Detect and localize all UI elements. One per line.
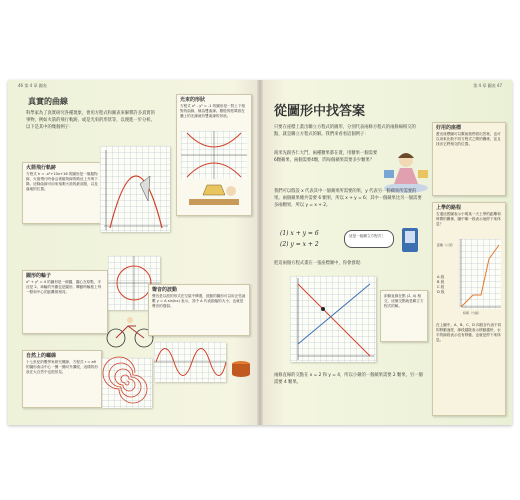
- puzzle-title: 好用的座標: [436, 125, 462, 131]
- option-d: D 段: [437, 290, 445, 294]
- drum-icon: [230, 356, 252, 378]
- parabola-svg: [100, 146, 170, 232]
- left-page-number: 46: [18, 83, 24, 88]
- sine-graph: [154, 342, 226, 382]
- spiral-graph: [102, 358, 152, 408]
- intersection-point: [321, 307, 325, 311]
- circle-title: 圓形的輪子: [26, 273, 52, 279]
- phone-character-icon: [398, 226, 424, 256]
- desk-lamp-icon: [179, 181, 249, 211]
- right-running-header: [473, 83, 502, 89]
- graph-note-box: [380, 290, 428, 342]
- left-running-header: [18, 83, 47, 89]
- hyperbola-graph: [181, 131, 247, 179]
- climb-box: [432, 202, 506, 416]
- option-a: A 段: [437, 275, 445, 279]
- distance-time-svg: [459, 239, 501, 309]
- sound-text: 聲音是以波的形式在空氣中傳遞，波動的圖形可以用正弦函數 y = A sin(kx) 表示，其中 A 代表振幅的大小，也就是聲音的強弱。: [152, 294, 246, 308]
- spiral-svg: [102, 358, 152, 408]
- spiral-curve: [103, 357, 147, 403]
- climb-text: 右邊這張圖表示小明某一天上學的距離和時間的關係，圖中哪一段表示他停下來休息？: [436, 212, 501, 226]
- right-page: [260, 80, 512, 425]
- right-para3: 我們可以假設 x 代表其中一個蘋果所需要的果，y 代表另一個蘋果所需要的果。兩個蘋果總共需要 6 顆果，所以 x + y = 6；其中一個蘋果比另一個需要多兩顆果，所以 y = x + 2。: [274, 189, 422, 208]
- speech-bubble: [344, 230, 394, 248]
- left-section-title: 真實的曲線: [28, 97, 68, 106]
- parabola-curve: [110, 176, 162, 228]
- circle-text: x² + y² = 4 的圖形是一個圓，圓心在原點，半徑是 2。車輪的外圍也是圓形，轉動時輪框上每一點和中心的距離都相同。: [26, 280, 102, 294]
- sound-box: [148, 284, 250, 336]
- light-text: 方程式 x² - y² = -1 的圖形是一對上下相對的曲線，稱為雙曲線。檯燈的燈罩照在牆上的光線就有雙曲線的形狀。: [180, 104, 246, 118]
- spiral-text: 十七世紀的數學家研究螺線，方程式 r = aθ 的圖形會由中心一圈一圈向外擴展，這樣的形狀在大自然中也很常見。: [26, 360, 98, 374]
- right-page-number: 47: [496, 83, 502, 88]
- rocket-text: 方程式 h = -x²+10x+16 的圖形是一個拋物線，火箭飛行時會沿著拋物線的路徑上升與下降。這條曲線可用來預測火箭的最高點，以及落地的位置。: [26, 172, 98, 191]
- sound-title: 聲音的波動: [152, 287, 178, 293]
- climb-ylabel: 距離（公里）: [437, 243, 456, 247]
- rocket-title: 火箭飛行軌跡: [26, 165, 57, 171]
- climb-title: 上學的路程: [436, 205, 462, 211]
- spiral-title: 自然上的螺線: [26, 353, 57, 359]
- route-line: [461, 245, 499, 307]
- spiral-box: [22, 350, 102, 408]
- option-b: B 段: [437, 280, 445, 284]
- rocket-graph: [100, 146, 170, 232]
- puzzle-box: [432, 122, 506, 196]
- light-title: 光束的形狀: [180, 97, 206, 103]
- puzzle-text: 畫出座標圖可以幫助我們看出答案，也可以用來比較不同方程式之間的關係，並且找出它們相交的位置。: [436, 132, 501, 146]
- rocket-icon: [140, 176, 150, 201]
- sine-svg: [154, 342, 226, 382]
- right-para2: 商米先跟杏仁大鬥，兩種糖果都在賣，用糖果一個需要6顆蘋果，兩個需要4顆，問每個蘋果需要多少顆果？: [274, 151, 378, 163]
- right-conclusion: 兩條直線的交點在 x = 2 和 y = 4，所以小蘋的一個蘋果需要 2 顆果，另一個需要 4 顆果。: [274, 373, 423, 385]
- circle-box: [22, 270, 108, 334]
- right-header-text: 第 4 章 圖表: [473, 83, 496, 88]
- equation-2: (2) y = x + 2: [280, 241, 319, 248]
- right-para1: 只要在座標上畫出聯立方程式的圖形，分別代表兩條方程式的兩條線相交的點，就是聯立方程式的解。我們來看看這個例子：: [274, 125, 416, 137]
- light-box: [176, 94, 252, 216]
- book-spread: [8, 80, 512, 425]
- lines-svg: [290, 276, 376, 362]
- equation-1: (1) x + y = 6: [280, 230, 319, 237]
- right-section-title: 從圖形中找答案: [274, 104, 366, 119]
- distance-time-graph: [459, 239, 501, 309]
- left-header-text: 第 4 章 圖表: [24, 83, 47, 88]
- line-x-plus-y-6: [298, 284, 370, 356]
- hyperbola-svg: [181, 131, 247, 179]
- climb-options: [437, 275, 445, 295]
- speech-bubble-text: 這是一組聯立方程式！: [349, 234, 385, 238]
- rocket-box: [22, 162, 102, 224]
- climb-xlabel: 時間（分鐘）: [463, 311, 482, 315]
- intersection-graph: [290, 276, 376, 362]
- climb-answer-text: 在上圖中，A、B、C、D 四段各代表不同的移動速度，線段越陡表示移動越快，水平的線段表示沒有移動，也就是停下來休息。: [436, 323, 502, 342]
- left-intro: 科學家為了真實研究各種現象，會用方程式和圖表來解釋許多真實的事物，例如火箭的飛行軌跡，或是光束的形狀等，以便進一步分析。以下是其中的幾個例子：: [26, 111, 155, 130]
- right-para4: 把這兩個方程式畫在一張座標圖中，你會發現：: [274, 261, 365, 266]
- graph-note-text: 兩條直線在點 (2, 4) 相交，這個交點就是聯立方程式的解。: [384, 294, 424, 308]
- left-page: [8, 80, 260, 425]
- line-y-x-plus-2: [298, 284, 370, 344]
- option-c: C 段: [437, 285, 445, 289]
